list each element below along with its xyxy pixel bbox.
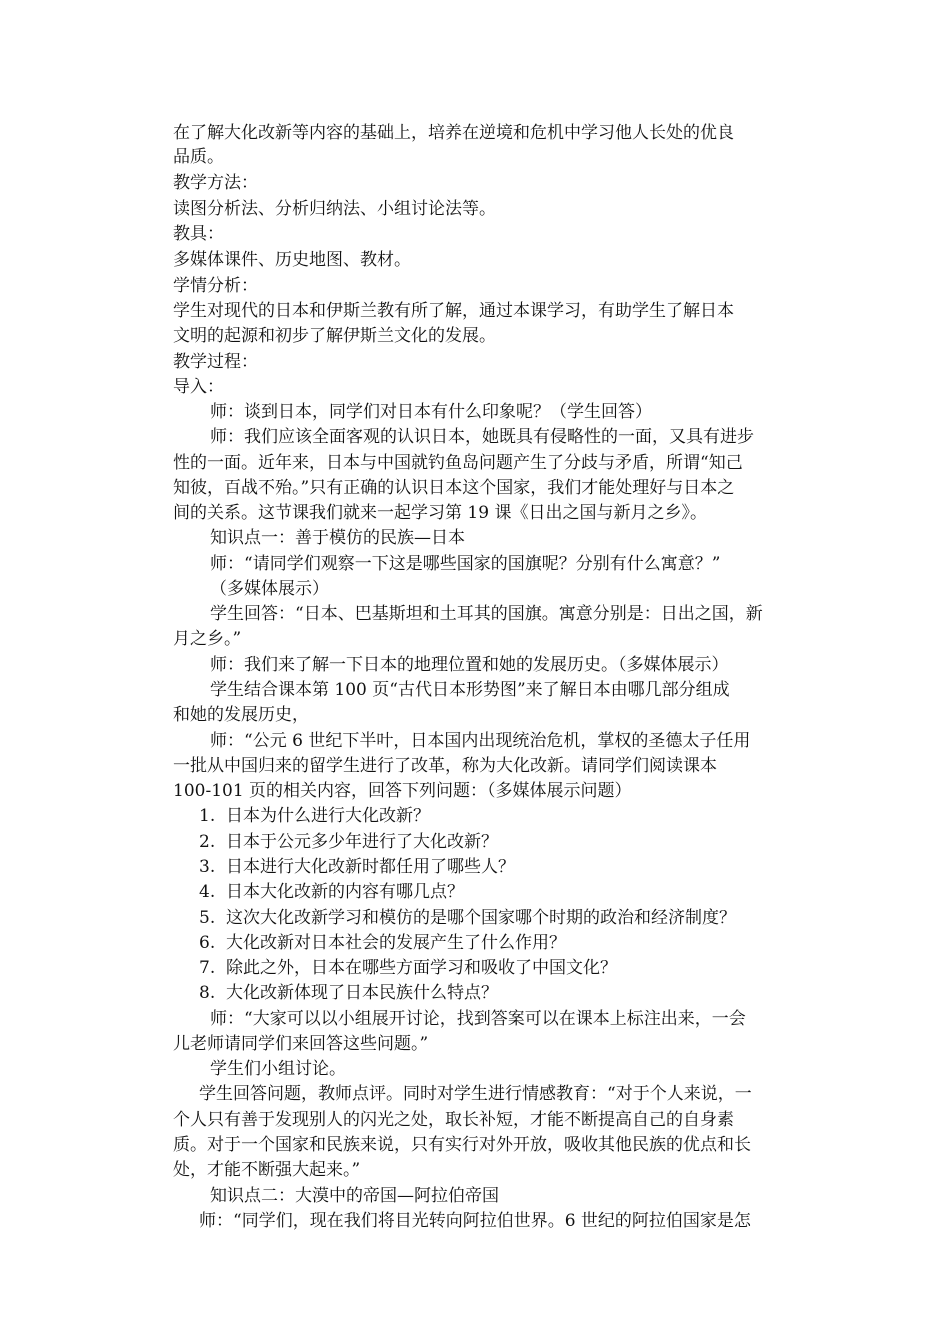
knowledge-point-heading: 知识点一：善于模仿的民族—日本 xyxy=(210,528,465,548)
text-line: 学生回答问题，教师点评。同时对学生进行情感教育：“对于个人来说，一 xyxy=(199,1084,752,1104)
list-text: 日本为什么进行大化改新？ xyxy=(226,806,430,826)
text-line: 和她的发展历史， xyxy=(173,705,309,725)
list-text: 日本于公元多少年进行了大化改新？ xyxy=(226,832,498,852)
text-line: 读图分析法、分析归纳法、小组讨论法等。 xyxy=(173,199,496,219)
section-heading: 学情分析： xyxy=(173,276,258,296)
text-line: 学生结合课本第 100 页“古代日本形势图”来了解日本由哪几部分组成 xyxy=(210,680,730,700)
list-text: 这次大化改新学习和模仿的是哪个国家哪个时期的政治和经济制度？ xyxy=(226,908,736,928)
text-line: 文明的起源和初步了解伊斯兰文化的发展。 xyxy=(173,326,496,346)
text-line: 间的关系。这节课我们就来一起学习第 19 课《日出之国与新月之乡》。 xyxy=(173,503,707,523)
text-line: 学生对现代的日本和伊斯兰教有所了解，通过本课学习，有助学生了解日本 xyxy=(173,301,734,321)
section-heading: 教学过程： xyxy=(173,352,258,372)
list-number: 3. xyxy=(199,857,216,877)
text-line: 性的一面。近年来，日本与中国就钓鱼岛问题产生了分歧与矛盾，所谓“知己 xyxy=(173,453,743,473)
list-item xyxy=(199,981,498,1005)
text-line: 师：“大家可以以小组展开讨论，找到答案可以在课本上标注出来，一会 xyxy=(210,1009,746,1029)
list-item xyxy=(199,804,430,828)
text-line: 在了解大化改新等内容的基础上，培养在逆境和危机中学习他人长处的优良 xyxy=(173,123,734,143)
list-text: 日本进行大化改新时都任用了哪些人？ xyxy=(226,857,515,877)
list-item xyxy=(199,931,566,955)
list-text: 除此之外，日本在哪些方面学习和吸收了中国文化？ xyxy=(226,958,617,978)
text-line: 学生们小组讨论。 xyxy=(210,1059,346,1079)
text-line: 一批从中国归来的留学生进行了改革，称为大化改新。请同学们阅读课本 xyxy=(173,756,717,776)
list-number: 6. xyxy=(199,933,216,953)
text-line: 100-101 页的相关内容，回答下列问题：（多媒体展示问题） xyxy=(173,781,632,801)
list-item xyxy=(199,880,464,904)
text-line: 个人只有善于发现别人的闪光之处，取长补短，才能不断提高自己的自身素 xyxy=(173,1110,734,1130)
list-item xyxy=(199,906,736,930)
text-line: 质。对于一个国家和民族来说，只有实行对外开放，吸收其他民族的优点和长 xyxy=(173,1135,751,1155)
text-line: 多媒体课件、历史地图、教材。 xyxy=(173,250,411,270)
section-heading: 导入： xyxy=(173,377,224,397)
text-line: 师：“请同学们观察一下这是哪些国家的国旗呢？分别有什么寓意？” xyxy=(210,554,721,574)
list-item xyxy=(199,830,498,854)
list-text: 大化改新对日本社会的发展产生了什么作用？ xyxy=(226,933,566,953)
text-line: 师：我们应该全面客观的认识日本，她既具有侵略性的一面，又具有进步 xyxy=(210,427,754,447)
list-item xyxy=(199,956,617,980)
text-line: 师：谈到日本，同学们对日本有什么印象呢？（学生回答） xyxy=(210,402,652,422)
text-line: 月之乡。” xyxy=(173,629,242,649)
list-item xyxy=(199,855,515,879)
section-heading: 教学方法： xyxy=(173,173,258,193)
text-line: 师：“公元 6 世纪下半叶，日本国内出现统治危机，掌权的圣德太子任用 xyxy=(210,731,751,751)
text-line: （多媒体展示） xyxy=(210,579,329,599)
text-line: 师：“同学们，现在我们将目光转向阿拉伯世界。6 世纪的阿拉伯国家是怎 xyxy=(199,1211,751,1231)
list-text: 日本大化改新的内容有哪几点？ xyxy=(226,882,464,902)
text-line: 知彼，百战不殆。”只有正确的认识日本这个国家，我们才能处理好与日本之 xyxy=(173,478,735,498)
text-line: 处，才能不断强大起来。” xyxy=(173,1160,361,1180)
list-number: 4. xyxy=(199,882,216,902)
list-number: 5. xyxy=(199,908,216,928)
text-line: 师：我们来了解一下日本的地理位置和她的发展历史。（多媒体展示） xyxy=(210,655,729,675)
list-number: 8. xyxy=(199,983,216,1003)
knowledge-point-heading: 知识点二：大漠中的帝国—阿拉伯帝国 xyxy=(210,1186,499,1206)
list-number: 2. xyxy=(199,832,216,852)
list-number: 1. xyxy=(199,806,216,826)
list-number: 7. xyxy=(199,958,216,978)
text-line: 儿老师请同学们来回答这些问题。” xyxy=(173,1034,429,1054)
text-line: 品质。 xyxy=(173,147,224,167)
text-line: 学生回答：“日本、巴基斯坦和土耳其的国旗。寓意分别是：日出之国，新 xyxy=(210,604,763,624)
section-heading: 教具： xyxy=(173,224,224,244)
list-text: 大化改新体现了日本民族什么特点？ xyxy=(226,983,498,1003)
